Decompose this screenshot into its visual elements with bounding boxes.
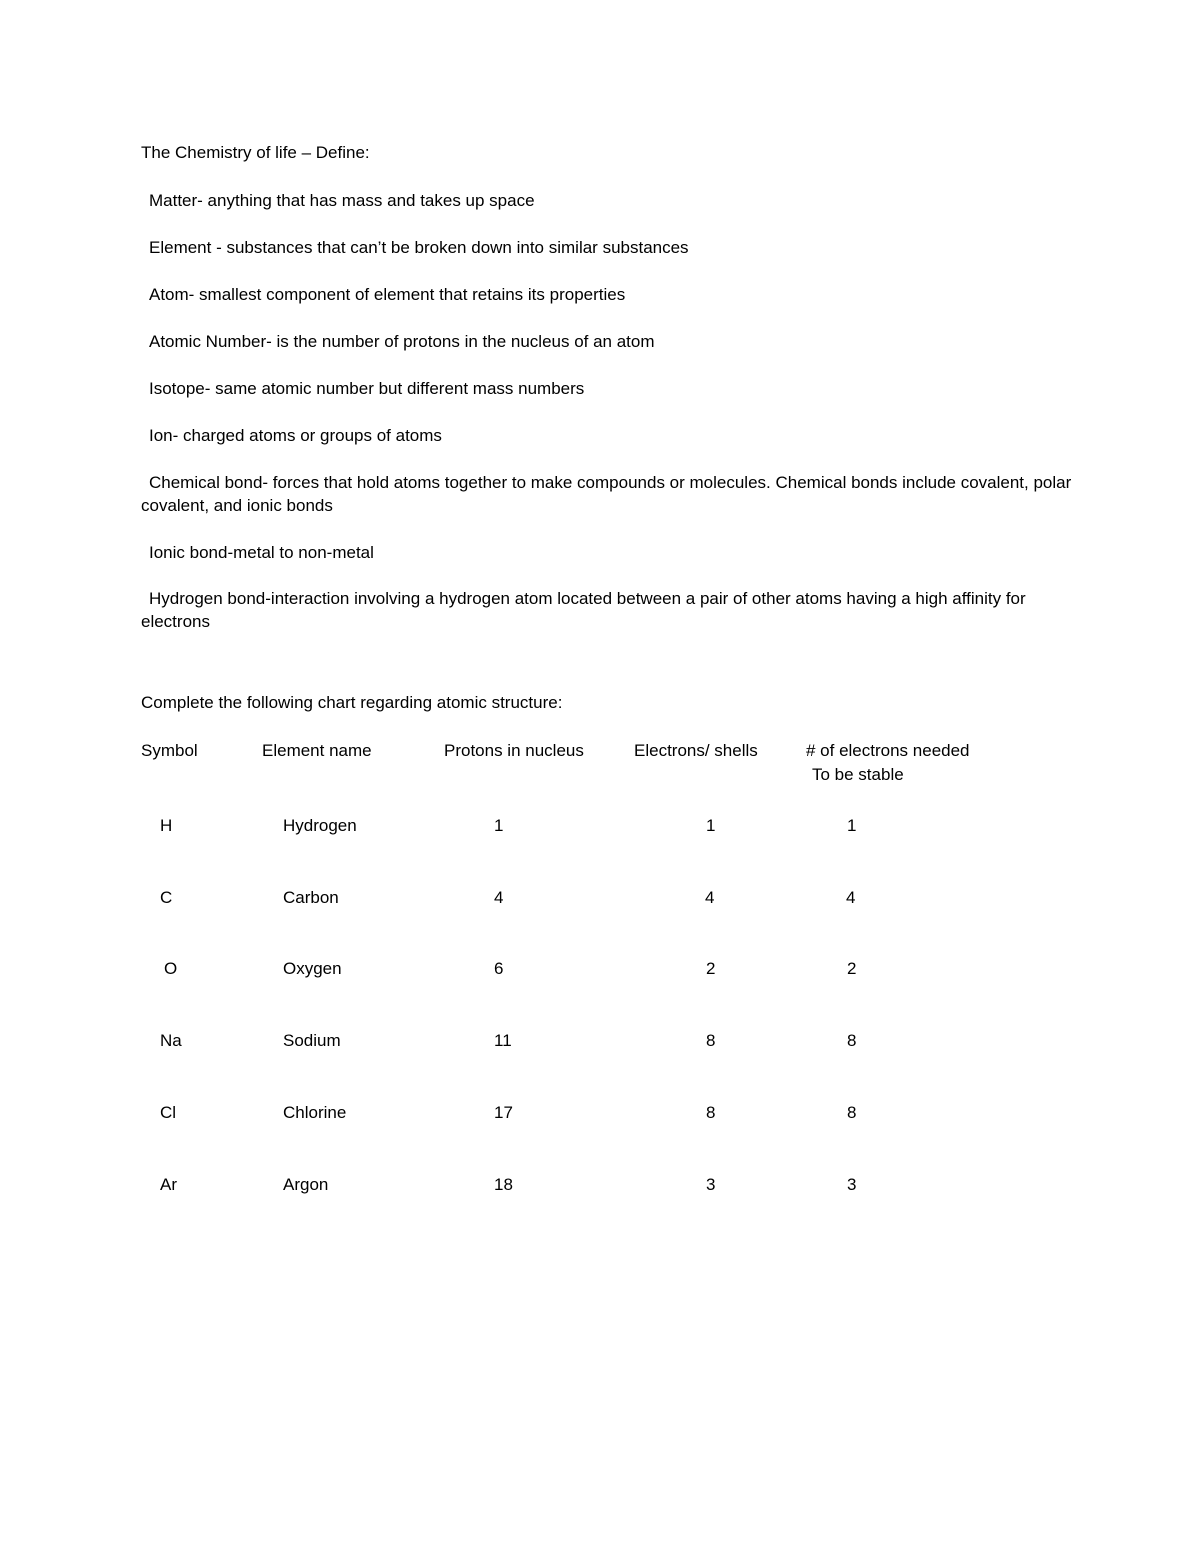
definition-chemical-bond: Chemical bond- forces that hold atoms together to make compounds or molecules. Chemical bonds include covalent, polar covalent, and ionic bonds [141,472,1072,515]
cell-element-name: Sodium [283,1031,341,1050]
cell-element-name: Argon [283,1175,329,1194]
cell-symbol: C [160,888,173,907]
cell-protons: 4 [494,888,504,907]
cell-electrons: 8 [706,1103,716,1122]
cell-protons: 6 [494,959,504,978]
cell-needed: 4 [846,888,856,907]
definition-atomic-number: Atomic Number- is the number of protons in the nucleus of an atom [149,331,655,351]
header-electrons-needed: # of electrons needed [806,741,970,760]
cell-symbol: H [160,816,173,835]
cell-protons: 17 [494,1103,513,1122]
cell-needed: 1 [847,816,857,835]
cell-electrons: 4 [705,888,715,907]
cell-symbol: Na [160,1031,182,1050]
definition-ionic-bond: Ionic bond-metal to non-metal [149,542,374,562]
header-electrons-shells: Electrons/ shells [634,741,758,760]
header-electrons-needed-line2: To be stable [812,765,904,784]
definition-atom: Atom- smallest component of element that retains its properties [149,284,626,304]
cell-needed: 8 [847,1031,857,1050]
cell-electrons: 8 [706,1031,716,1050]
header-protons: Protons in nucleus [444,741,584,760]
cell-needed: 3 [847,1175,857,1194]
definition-element: Element - substances that can’t be broken down into similar substances [149,237,689,257]
cell-element-name: Hydrogen [283,816,357,835]
cell-electrons: 1 [706,816,716,835]
cell-symbol: O [164,959,178,978]
header-element-name: Element name [262,741,372,760]
header-symbol: Symbol [141,741,198,760]
definition-isotope: Isotope- same atomic number but different mass numbers [149,378,585,398]
cell-electrons: 2 [706,959,716,978]
cell-symbol: Ar [160,1175,177,1194]
cell-protons: 18 [494,1175,513,1194]
cell-electrons: 3 [706,1175,716,1194]
definition-hydrogen-bond: Hydrogen bond-interaction involving a hydrogen atom located between a pair of other atoms having a high affinity for electrons [141,589,1026,632]
cell-element-name: Oxygen [283,959,342,978]
cell-symbol: Cl [160,1103,177,1122]
cell-needed: 2 [847,959,857,978]
definitions-list [141,190,1081,658]
chart-intro: Complete the following chart regarding atomic structure: [141,693,563,712]
definition-matter: Matter- anything that has mass and takes up space [149,191,535,210]
cell-element-name: Chlorine [283,1103,347,1122]
cell-needed: 8 [847,1103,857,1122]
cell-element-name: Carbon [283,888,339,907]
cell-protons: 11 [494,1031,512,1050]
document-title: The Chemistry of life – Define: [141,143,370,162]
definition-ion: Ion- charged atoms or groups of atoms [149,425,442,445]
cell-protons: 1 [494,816,504,835]
